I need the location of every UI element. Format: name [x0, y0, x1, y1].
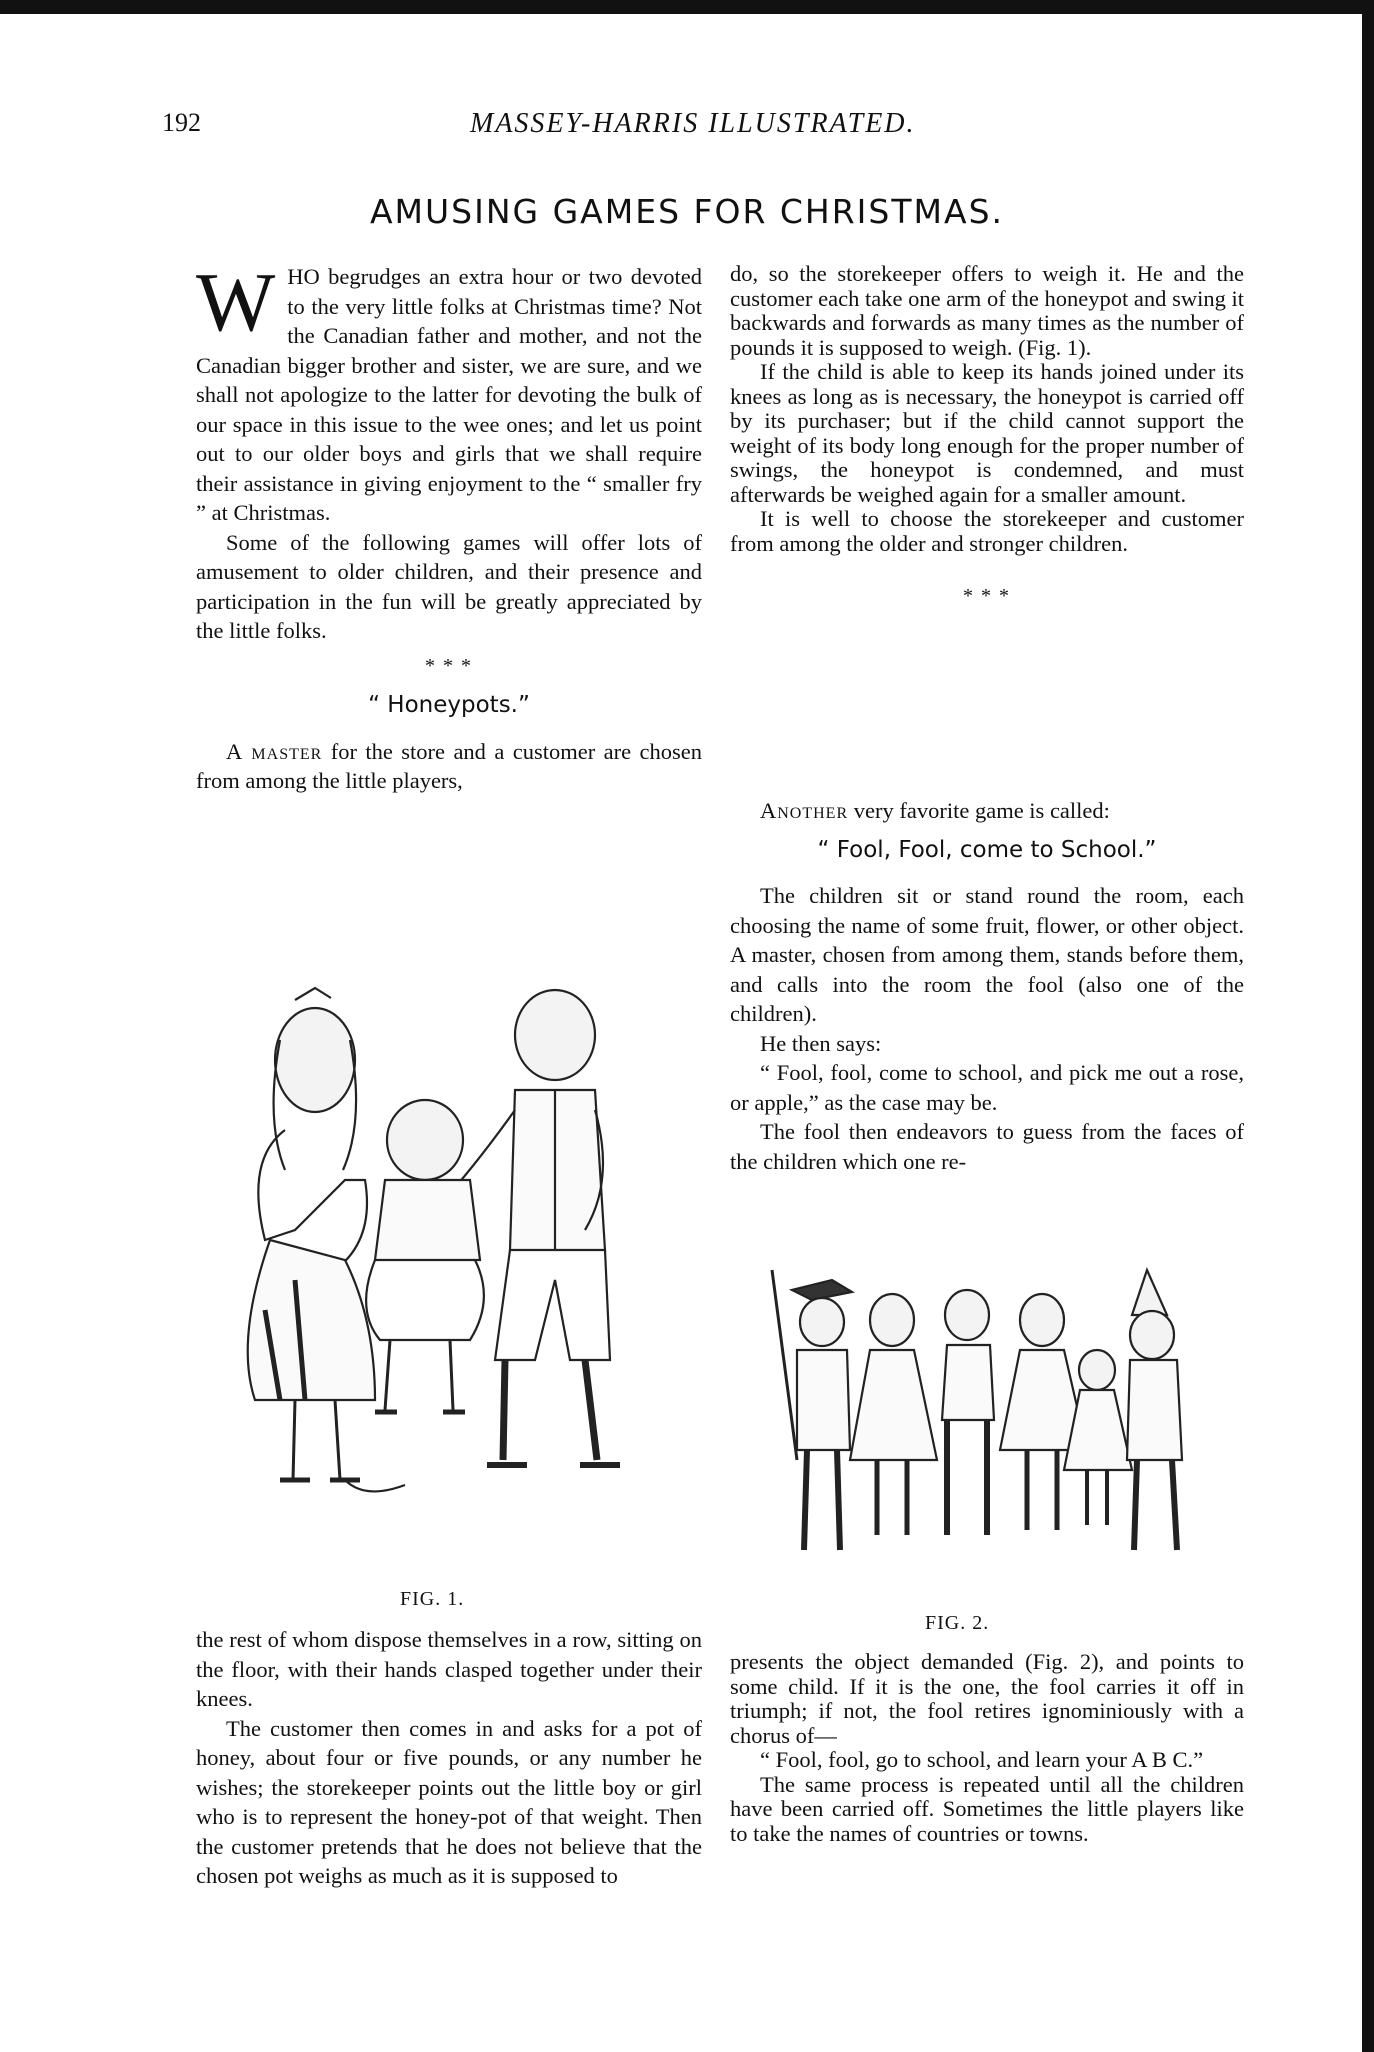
- figure-2-caption: FIG. 2.: [925, 1612, 990, 1634]
- page-top-border: [0, 0, 1374, 14]
- paragraph: [730, 796, 1244, 826]
- drop-cap: W: [196, 256, 276, 349]
- left-column-top: [196, 256, 702, 796]
- left-column-bottom: [196, 1625, 702, 1891]
- page-right-border: [1362, 0, 1374, 2052]
- paragraph: It is well to choose the storekeeper and customer from among the older and stronger children.: [730, 506, 1244, 556]
- figure-2-illustration: [742, 1260, 1217, 1580]
- paragraph: The customer then comes in and asks for a pot of honey, about four or five pounds, or any number he wishes; the storekeeper points out the little boy or girl who is to represent the honey-pot of that weight. Then the customer pretends that he does not believe that the chosen pot weighs as much as it is supposed to: [196, 1715, 702, 1888]
- paragraph: The children sit or stand round the room, each choosing the name of some fruit, flower, or other object. A master, chosen from among them, stands before them, and calls into the room the fool (also one of the children).: [730, 883, 1244, 1026]
- paragraph: If the child is able to keep its hands joined under its knees as long as is necessary, the honeypot is carried off by its purchaser; but if the child cannot support the weight of its body long enough for the proper number of swings, the honeypot is condemned, and must afterwards be weighed again for a smaller amount.: [730, 359, 1244, 507]
- section-divider: * * *: [424, 654, 473, 677]
- paragraph-text: very favorite game is called:: [848, 798, 1110, 823]
- paragraph: do, so the storekeeper offers to weigh it. He and the customer each take one arm of the honeypot and swing it backwards and forwards as many times as the number of pounds it is supposed to weigh. (Fig. 1).: [730, 261, 1244, 360]
- subheading-honeypots: “ Honeypots.”: [368, 692, 530, 718]
- figure-1-caption: FIG. 1.: [400, 1588, 465, 1610]
- paragraph: He then says:: [760, 1030, 882, 1056]
- subheading-fool-fool: “ Fool, Fool, come to School.”: [817, 836, 1157, 863]
- paragraph: presents the object demanded (Fig. 2), and points to some child. If it is the one, the fool carries it off in triumph; if not, the fool retires ignominiously with a chorus of—: [730, 1649, 1244, 1748]
- section-divider: * * *: [962, 585, 1011, 607]
- intro-text: HO begrudges an extra hour or two devoted to the very little folks at Christmas time? Not the Canadian father and mother, and not the Canadian bigger brother and sister, we are sure, and we shall not apologize to the latter for devoting the bulk of our space in this issue to the wee ones; and let us point out to our older boys and girls that we shall require their assistance in giving enjoyment to the “ smaller fry ” at Christmas.: [196, 264, 702, 525]
- figure-1-illustration: [225, 980, 665, 1540]
- page-header: [0, 108, 1374, 148]
- intro-paragraph: [196, 256, 702, 528]
- paragraph: The same process is repeated until all the children have been carried off. Sometimes the little players like to take the names of countries or towns.: [730, 1771, 1244, 1846]
- small-caps-lead: A master: [226, 738, 323, 764]
- paragraph: “ Fool, fool, come to school, and pick me out a rose, or apple,” as the case may be.: [730, 1060, 1244, 1115]
- paragraph: the rest of whom dispose themselves in a row, sitting on the floor, with their hands clasped together under their knees.: [196, 1627, 702, 1711]
- paragraph: The fool then endeavors to guess from the faces of the children which one re-: [730, 1119, 1244, 1174]
- small-caps-lead: Another: [760, 798, 849, 823]
- article-title: AMUSING GAMES FOR CHRISTMAS.: [369, 192, 1004, 231]
- paragraph: Some of the following games will offer lots of amusement to older children, and their presence and participation in the fun will be greatly appreciated by the little folks.: [196, 529, 702, 643]
- right-column-middle: [730, 796, 1244, 1176]
- paragraph: “ Fool, fool, go to school, and learn your A B C.”: [760, 1747, 1204, 1772]
- paragraph: [196, 737, 702, 796]
- right-column-bottom: [730, 1650, 1244, 1846]
- running-head: MASSEY-HARRIS ILLUSTRATED.: [470, 108, 916, 139]
- paragraph-text: for the store and a customer are chosen from among the little players,: [196, 738, 702, 793]
- page-number: 192: [162, 108, 201, 137]
- right-column-top: [730, 262, 1244, 633]
